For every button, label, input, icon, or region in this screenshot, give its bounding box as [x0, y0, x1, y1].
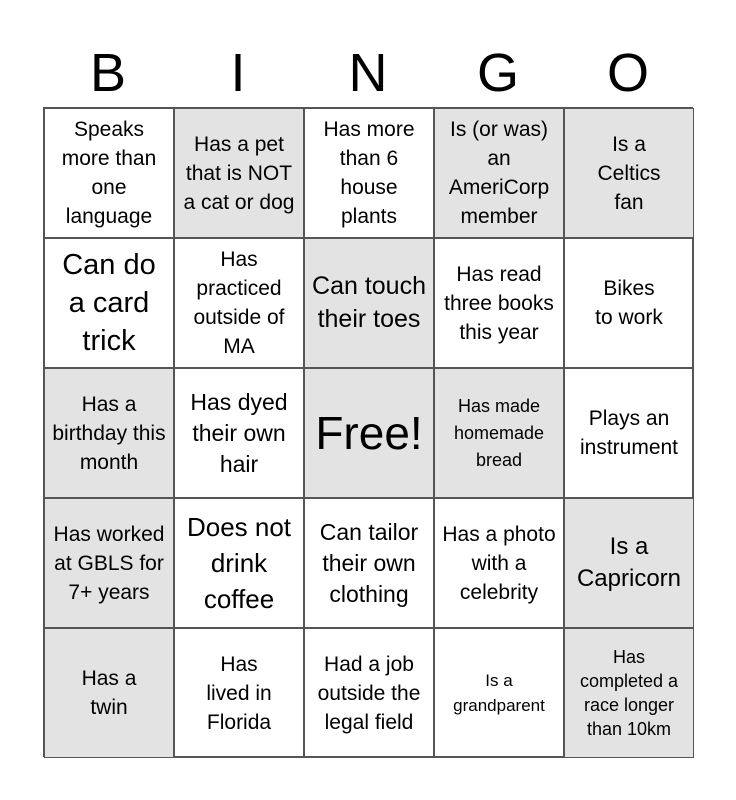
- bingo-cell-r3c4[interactable]: [434, 368, 564, 498]
- bingo-cell-r1c3[interactable]: [304, 108, 434, 238]
- cell-label: Has made homemade bread: [453, 395, 545, 470]
- bingo-cell-r2c1[interactable]: [44, 238, 174, 368]
- cell-label: Has worked at GBLS for 7+ years: [53, 522, 165, 604]
- bingo-cell-r3c2[interactable]: [174, 368, 304, 498]
- cell-label: Has lived in Florida: [206, 652, 272, 734]
- header-letter-n: N: [348, 43, 388, 103]
- bingo-cell-r5c5[interactable]: [564, 628, 694, 758]
- bingo-cell-r4c3[interactable]: [304, 498, 434, 628]
- bingo-cell-r3c1[interactable]: [44, 368, 174, 498]
- bingo-cell-r5c1[interactable]: [44, 628, 174, 758]
- cell-label: Is (or was) an AmeriCorp member: [448, 118, 550, 228]
- cell-label: Does not drink coffee: [186, 512, 292, 614]
- cell-label: Has a twin: [81, 667, 137, 719]
- bingo-grid: [43, 107, 693, 757]
- bingo-cell-r1c1[interactable]: [44, 108, 174, 238]
- bingo-cell-r2c4[interactable]: [434, 238, 564, 368]
- bingo-cell-r1c5[interactable]: [564, 108, 694, 238]
- cell-label: Has more than 6 house plants: [323, 118, 415, 228]
- bingo-cell-r5c2[interactable]: [174, 628, 304, 758]
- header-letter-i: I: [230, 43, 246, 103]
- bingo-cell-r2c5[interactable]: [564, 238, 694, 368]
- bingo-cell-r2c2[interactable]: [174, 238, 304, 368]
- cell-label: Has a photo with a celebrity: [442, 522, 556, 604]
- cell-label: Speaks more than one language: [61, 118, 157, 228]
- bingo-cell-r1c2[interactable]: [174, 108, 304, 238]
- bingo-cell-r4c4[interactable]: [434, 498, 564, 628]
- cell-label: Has practiced outside of MA: [193, 248, 285, 358]
- cell-label: Plays an instrument: [579, 407, 679, 459]
- cell-label: Can do a card trick: [62, 249, 156, 357]
- bingo-cell-r4c2[interactable]: [174, 498, 304, 628]
- cell-label: Has a birthday this month: [52, 392, 166, 474]
- cell-label: Had a job outside the legal field: [317, 652, 421, 734]
- bingo-cell-r1c4[interactable]: [434, 108, 564, 238]
- cell-label: Can touch their toes: [312, 272, 426, 333]
- bingo-cell-r3c5[interactable]: [564, 368, 694, 498]
- bingo-cell-free[interactable]: [304, 368, 434, 498]
- cell-label: Is a Capricorn: [576, 533, 682, 592]
- free-space-label: Free!: [315, 407, 423, 459]
- header-letter-b: B: [89, 43, 127, 103]
- bingo-cell-r4c1[interactable]: [44, 498, 174, 628]
- header-letter-o: O: [606, 43, 649, 103]
- cell-label: Has read three books this year: [444, 262, 554, 344]
- bingo-header: [43, 40, 693, 106]
- bingo-cell-r5c3[interactable]: [304, 628, 434, 758]
- cell-label: Has a pet that is NOT a cat or dog: [183, 132, 295, 214]
- bingo-cell-r5c4[interactable]: [434, 628, 564, 758]
- cell-label: Has completed a race longer than 10km: [579, 647, 679, 739]
- cell-label: Bikes to work: [595, 277, 663, 329]
- header-letter-g: G: [476, 43, 519, 103]
- cell-label: Is a grandparent: [453, 671, 545, 715]
- bingo-cell-r2c3[interactable]: [304, 238, 434, 368]
- cell-label: Can tailor their own clothing: [319, 518, 419, 607]
- cell-label: Is a Celtics fan: [597, 132, 661, 214]
- bingo-cell-r4c5[interactable]: [564, 498, 694, 628]
- cell-label: Has dyed their own hair: [190, 388, 288, 477]
